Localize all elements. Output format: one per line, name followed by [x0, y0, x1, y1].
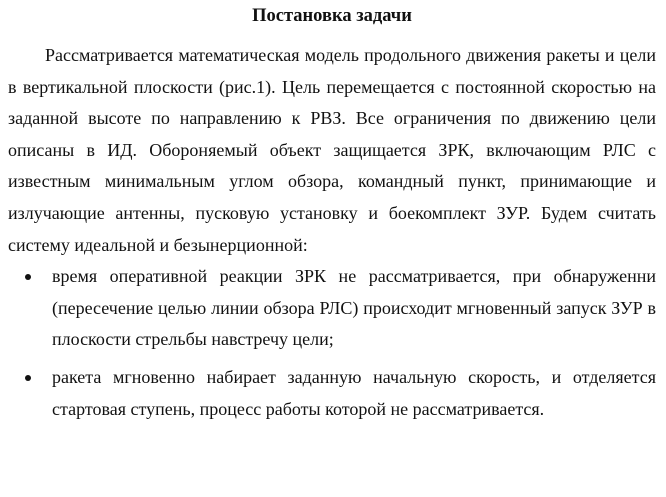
list-item	[8, 261, 656, 356]
document-page	[8, 4, 656, 431]
list-item-text: ракета мгновенно набирает заданную начальную скорость, и отделяется стартовая ступень, процесс работы которой не рассматривается.	[52, 366, 656, 419]
intro-paragraph: Рассматривается математическая модель продольного движения ракеты и цели в вертикальной плоскости (рис.1). Цель перемещается с постоянной скоростью на заданной высоте по направлению к РВЗ. Все ограничения по движению цели описаны в ИД. Обороняемый объект защищается ЗРК, включающим РЛС с известным минимальным углом обзора, командный пункт, принимающие и излучающие антенны, пусковую установку и боекомплект ЗУР. Будем считать систему идеальной и безынерционной:	[8, 45, 656, 255]
assumption-list	[8, 261, 656, 425]
bullet-icon	[25, 375, 31, 381]
list-item-text: время оперативной реакции ЗРК не рассматривается, при обнаруженни (пересечение целью линии обзора РЛС) происходит мгновенный запуск ЗУР в плоскости стрельбы навстречу цели;	[52, 266, 656, 350]
bullet-icon	[25, 274, 31, 280]
document-title: Постановка задачи	[252, 6, 412, 26]
list-item	[8, 362, 656, 425]
